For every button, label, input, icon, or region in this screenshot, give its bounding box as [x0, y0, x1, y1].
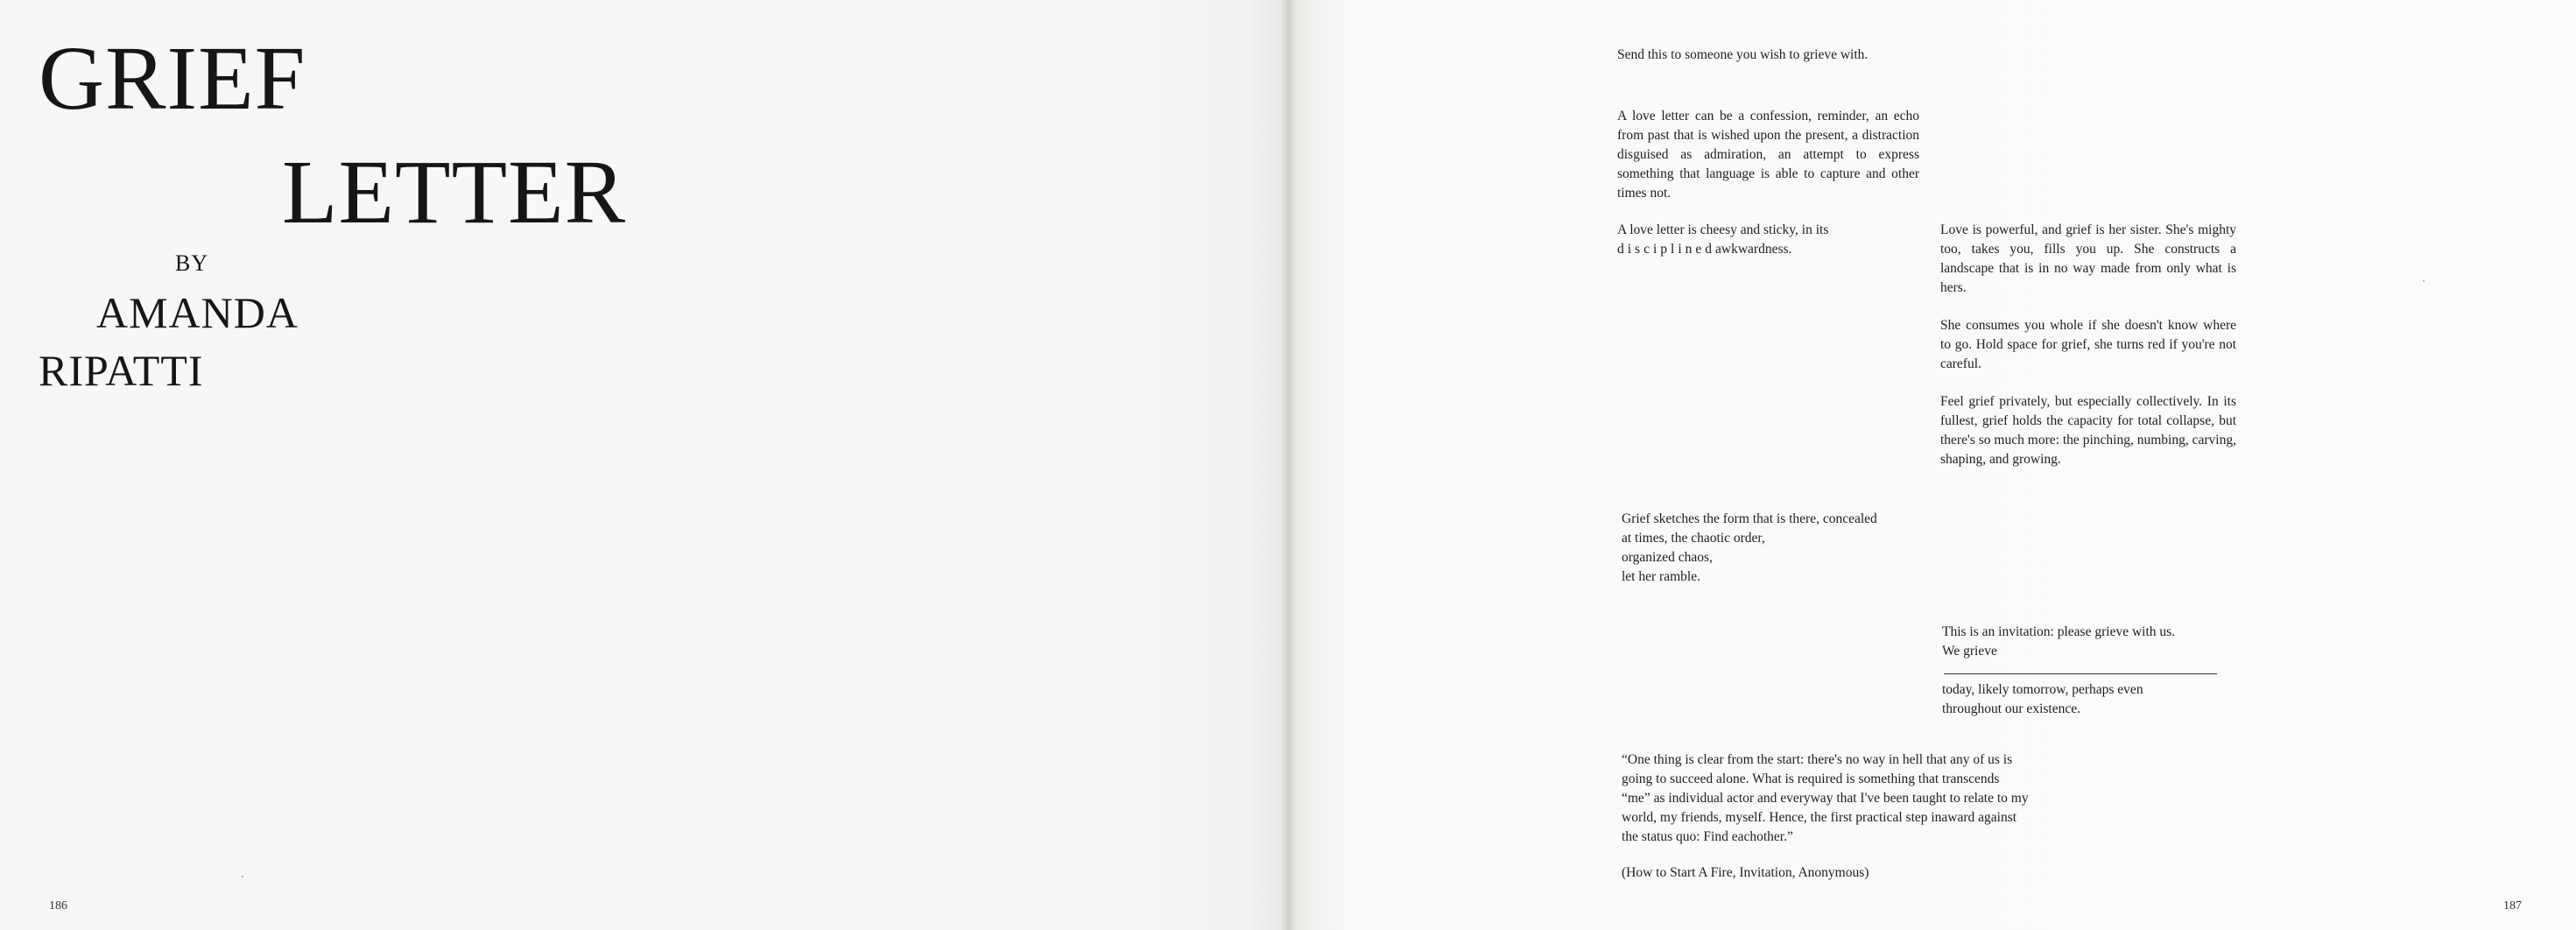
- cheesy-line-1: A love letter is cheesy and sticky, in its: [1617, 222, 1829, 237]
- invitation-line-1: This is an invitation: please grieve with us.: [1942, 624, 2176, 639]
- paragraph-grief-sketches: [1622, 510, 1937, 587]
- title-letter: LETTER: [282, 142, 627, 243]
- quote-line: “One thing is clear from the start: there's no way in hell that any of us is: [1622, 752, 2013, 767]
- quote-line: “me” as individual actor and everyway that I've been taught to relate to my: [1622, 791, 2029, 806]
- paragraph-cheesy: [1617, 221, 1880, 259]
- right-page: [1287, 0, 2576, 930]
- invitation-line-4: throughout our existence.: [1942, 701, 2080, 716]
- paragraph-powerful: Love is powerful, and grief is her sister. She's mighty too, takes you, fills you up. She constructs a landscape that is in no way made from only what is hers.: [1940, 222, 2236, 295]
- paragraph-invitation: [1942, 623, 2257, 719]
- sketch-line: at times, the chaotic order,: [1622, 531, 1765, 546]
- intro-line: Send this to someone you wish to grieve with.: [1617, 47, 1869, 62]
- cheesy-line-2: [1617, 240, 1880, 259]
- invitation-line-2: [1942, 642, 2257, 680]
- author-first-name: AMANDA: [96, 288, 299, 337]
- paragraph-confession: A love letter can be a confession, reminder, an echo from past that is wished upon the present, a distraction disguised as admiration, an attempt to express something that language is able to capture and other times not.: [1617, 109, 1919, 201]
- quote-line: going to succeed alone. What is required is something that transcends: [1622, 771, 2000, 786]
- sketch-line: Grief sketches the form that is there, concealed: [1622, 511, 1877, 526]
- paper-speck: [242, 876, 243, 877]
- quote-line: the status quo: Find eachother.”: [1622, 829, 1793, 844]
- spaced-word-disciplined: disciplined: [1617, 242, 1716, 257]
- page-number-left: 186: [49, 899, 67, 912]
- quote-line: world, my friends, myself. Hence, the first practical step inaward against: [1622, 810, 2017, 825]
- invitation-line-3: today, likely tomorrow, perhaps even: [1942, 682, 2143, 697]
- byline-by: BY: [175, 250, 209, 276]
- sketch-line: organized chaos,: [1622, 550, 1713, 565]
- paper-speck: [2423, 280, 2425, 282]
- cheesy-tail: awkwardness.: [1715, 242, 1792, 257]
- paragraph-consumes: She consumes you whole if she doesn't know where to go. Hold space for grief, she turns red if you're not careful.: [1940, 318, 2236, 371]
- title-grief: GRIEF: [39, 28, 306, 129]
- book-gutter: [1280, 0, 1296, 930]
- sketch-line: let her ramble.: [1622, 569, 1700, 584]
- we-grieve-label: We grieve: [1942, 644, 1997, 659]
- quote-citation: (How to Start A Fire, Invitation, Anonymous): [1622, 865, 1869, 880]
- column-love-grief: [1940, 221, 2236, 469]
- paragraph-privately: Feel grief privately, but especially collectively. In its fullest, grief holds the capacity for total collapse, but there's so much more: the pinching, numbing, carving, shaping, and growing.: [1940, 394, 2236, 467]
- quote-block: [1622, 750, 2112, 847]
- page-number-right: 187: [2503, 899, 2522, 912]
- fill-in-blank-line: [1944, 661, 2217, 674]
- author-last-name: RIPATTI: [39, 346, 204, 395]
- left-page: [0, 0, 1287, 930]
